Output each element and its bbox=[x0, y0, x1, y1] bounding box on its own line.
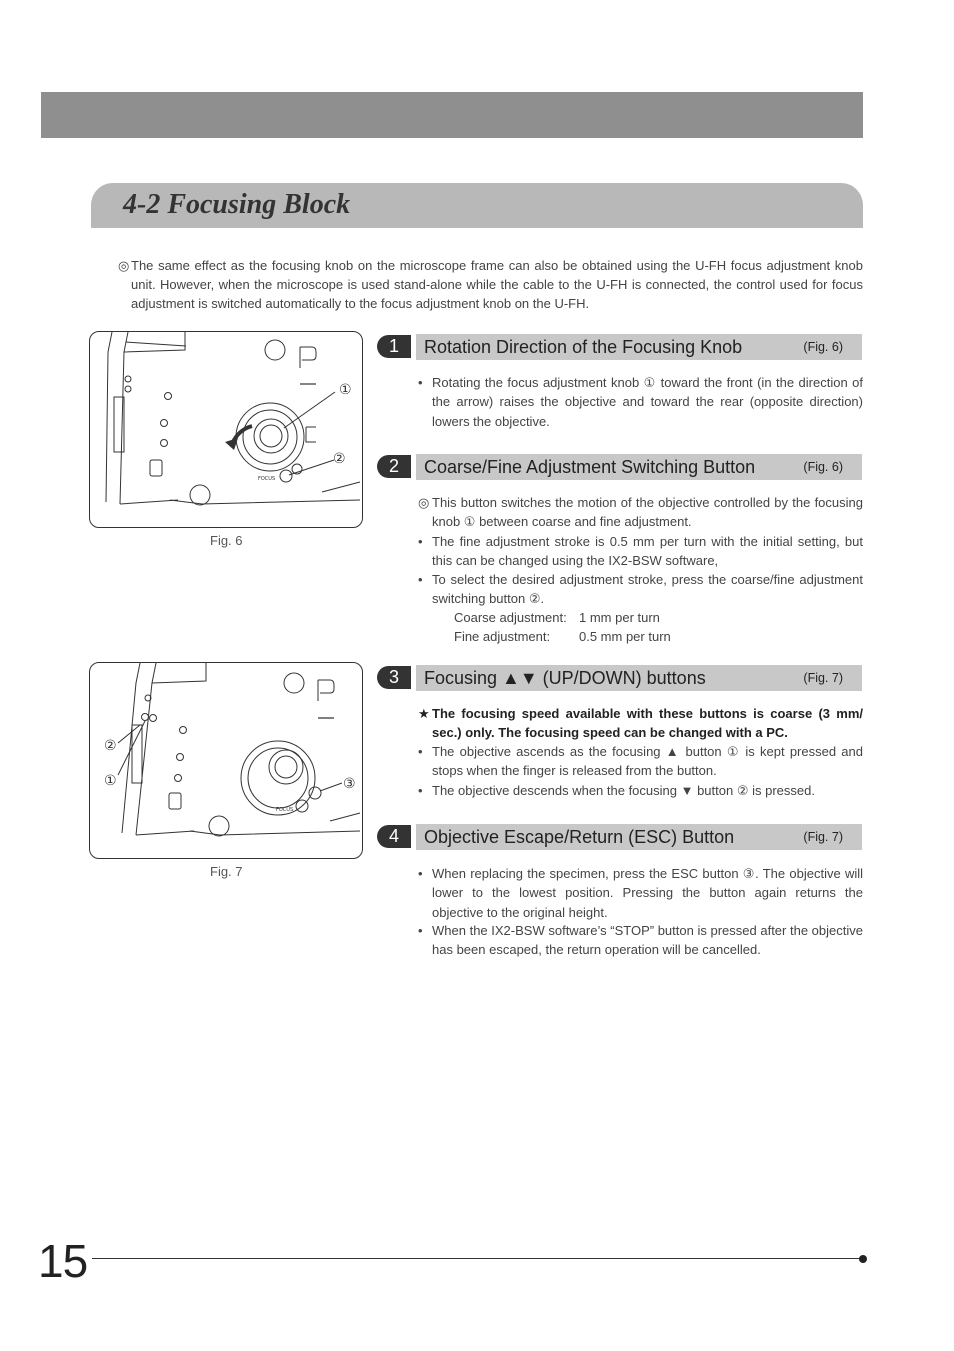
footer-rule bbox=[92, 1258, 862, 1259]
item-number-badge: 3 bbox=[377, 666, 411, 689]
item-title: Coarse/Fine Adjustment Switching Button bbox=[424, 457, 756, 477]
callout-3: ③ bbox=[343, 776, 356, 792]
bullet-mark: • bbox=[418, 534, 423, 549]
microscope-knob-drawing bbox=[90, 332, 362, 527]
setting-label: Fine adjustment: bbox=[454, 629, 551, 644]
callout-2: ② bbox=[104, 738, 117, 754]
item-4-paragraph-2 bbox=[418, 921, 863, 960]
bullet-mark: • bbox=[418, 744, 423, 759]
figure-reference: (Fig. 7) bbox=[803, 830, 843, 844]
bullet-mark: • bbox=[418, 866, 423, 881]
paragraph-text: Rotating the focus adjustment knob ① toward the front (in the direction of the arrow) raises the objective and toward the rear (opposite direction) lowers the objective. bbox=[432, 375, 863, 429]
setting-value: 1 mm per turn bbox=[579, 610, 660, 625]
item-2-paragraph-2 bbox=[418, 532, 863, 571]
item-number-badge: 2 bbox=[377, 455, 411, 478]
star-mark: ★ bbox=[418, 706, 430, 721]
item-4-paragraph-1 bbox=[418, 864, 863, 922]
paragraph-text: When the IX2-BSW software’s “STOP” button is pressed after the objective has been escaped, the return operation will be cancelled. bbox=[432, 923, 863, 958]
item-title: Objective Escape/Return (ESC) Button bbox=[424, 827, 735, 847]
item-3-paragraph-1 bbox=[418, 704, 863, 743]
setting-value: 0.5 mm per turn bbox=[579, 629, 671, 644]
bullet-mark: • bbox=[418, 783, 423, 798]
item-3-paragraph-3 bbox=[418, 781, 863, 800]
section-banner bbox=[91, 183, 863, 228]
figure-6-illustration bbox=[89, 331, 363, 528]
section-title: 4-2 Focusing Block bbox=[123, 189, 351, 220]
setting-label: Coarse adjustment: bbox=[454, 610, 567, 625]
figure-reference: (Fig. 6) bbox=[803, 340, 843, 354]
figure-7-illustration bbox=[89, 662, 363, 859]
item-1-paragraph-1 bbox=[418, 373, 863, 431]
paragraph-text: To select the desired adjustment stroke, press the coarse/fine adjustment switching button ②. bbox=[432, 572, 863, 607]
intro-note bbox=[118, 256, 863, 313]
figure-reference: (Fig. 7) bbox=[803, 671, 843, 685]
callout-1: ① bbox=[104, 773, 117, 789]
item-number-badge: 4 bbox=[377, 825, 411, 848]
item-2-heading bbox=[377, 454, 862, 480]
setting-coarse bbox=[454, 610, 660, 625]
footer-dot bbox=[859, 1255, 867, 1263]
item-heading-bar bbox=[416, 454, 862, 480]
focus-label: FOCUS bbox=[276, 807, 294, 813]
item-4-heading bbox=[377, 824, 862, 850]
item-2-paragraph-1 bbox=[418, 493, 863, 532]
microscope-buttons-drawing bbox=[90, 663, 362, 858]
item-title: Focusing ▲▼ (UP/DOWN) buttons bbox=[424, 668, 706, 688]
item-3-paragraph-2 bbox=[418, 742, 863, 781]
item-title: Rotation Direction of the Focusing Knob bbox=[424, 337, 743, 357]
bullet-mark: • bbox=[418, 375, 423, 390]
paragraph-text: When replacing the specimen, press the ESC button ③. The objective will lower to the lowest position. Pressing the button again returns the objective to the original height. bbox=[432, 866, 863, 920]
item-heading-bar bbox=[416, 824, 862, 850]
top-header-bar bbox=[41, 92, 863, 138]
paragraph-text: This button switches the motion of the objective controlled by the focusing knob ① between coarse and fine adjustment. bbox=[432, 495, 863, 530]
item-3-heading bbox=[377, 665, 862, 691]
setting-fine bbox=[454, 629, 671, 644]
note-mark: ◎ bbox=[118, 258, 130, 273]
figure-reference: (Fig. 6) bbox=[803, 460, 843, 474]
paragraph-text: The fine adjustment stroke is 0.5 mm per turn with the initial setting, but this can be changed using the IX2-BSW software, bbox=[432, 534, 863, 569]
callout-1: ① bbox=[339, 382, 352, 398]
bullet-mark: • bbox=[418, 572, 423, 587]
callout-2: ② bbox=[333, 451, 346, 467]
figure-6-caption: Fig. 6 bbox=[210, 533, 243, 548]
item-number-badge: 1 bbox=[377, 335, 411, 358]
intro-text: The same effect as the focusing knob on the microscope frame can also be obtained using the U-FH focus adjustment knob unit. However, when the microscope is used stand-alone while the cable to the U-FH is connected, the control used for focus adjustment is switched automatically to the focus adjustment knob on the U-FH. bbox=[131, 258, 863, 311]
paragraph-text: The objective descends when the focusing ▼ button ② is pressed. bbox=[432, 783, 815, 798]
paragraph-text: The objective ascends as the focusing ▲ button ① is kept pressed and stops when the finger is released from the button. bbox=[432, 744, 863, 779]
item-heading-bar bbox=[416, 665, 862, 691]
item-2-paragraph-3 bbox=[418, 570, 863, 609]
note-mark: ◎ bbox=[418, 495, 430, 510]
paragraph-text: The focusing speed available with these buttons is coarse (3 mm/ sec.) only. The focusing speed can be changed with a PC. bbox=[432, 706, 863, 741]
focus-label: FOCUS bbox=[258, 476, 276, 482]
page-number: 15 bbox=[38, 1235, 88, 1287]
figure-7-caption: Fig. 7 bbox=[210, 864, 243, 879]
item-1-heading bbox=[377, 334, 862, 360]
item-heading-bar bbox=[416, 334, 862, 360]
bullet-mark: • bbox=[418, 923, 423, 938]
